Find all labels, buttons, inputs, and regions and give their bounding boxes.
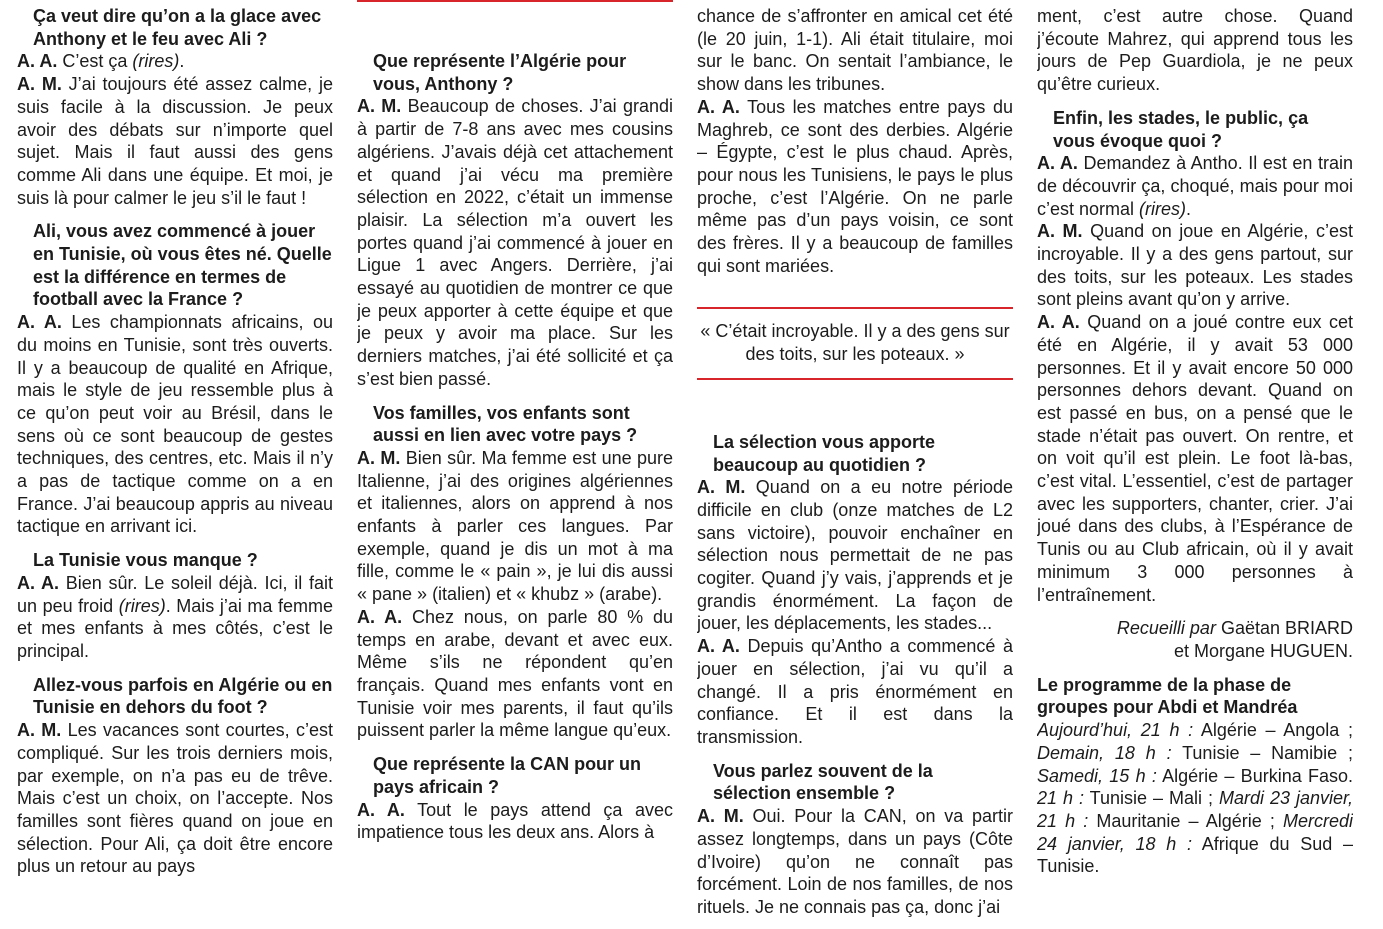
answer-paragraph: A. M. Les vacances sont courtes, c’est compliqué. Sur les trois derniers mois, par exemple, on n’a pas eu de trêve. Mais c’est un choix, on l’accepte. Nos familles sont fières quand on joue en sélection. Pour Ali, ça doit être encore plus un retour au pays — [17, 720, 333, 877]
byline: Recueilli par Gaëtan BRIARD — [1116, 618, 1353, 639]
answer-paragraph: A. A. Tous les matches entre pays du Maghreb, ce sont des derbies. Algérie – Égypte, c’est le plus chaud. Après, pour nous les Tunisiens, le pays le plus proche, c’est l’Algérie. On ne parle même pas d’un pays voisin, ce sont des frères. Il y a beaucoup de familles qui sont mariées. — [697, 96, 1013, 276]
speaker-initials: A. A. — [357, 799, 405, 820]
speaker-initials: A. A. — [1037, 312, 1080, 333]
answer-paragraph: A. M. Beaucoup de choses. J’ai grandi à partir de 7-8 ans avec mes cousins algériens. J’avais déjà cet attachement et quand j’ai vécu ma première sélection en 2022, c’était un immense plaisir. La sélection m’a ouvert les portes quand j’ai commencé à jouer en Ligue 1 avec Angers. Derrière, j’ai essayé au quotidien de montrer ce que je peux apporter à cette équipe et que je peux y avoir ma place. Sur les derniers matches, j’ai été sollicité et ça s’est bien passé. — [357, 96, 673, 389]
schedule-match: Afrique du Sud – Tunisie. — [1037, 833, 1353, 877]
speaker-initials: A. A. — [17, 312, 62, 333]
answer-paragraph: A. A. Depuis qu’Antho a commencé à jouer en sélection, j’ai vu qu’il a changé. Il a pris énormément en confiance. Et il est dans la transmission. — [697, 636, 1013, 747]
speaker-initials: A. M. — [697, 477, 746, 498]
speaker-initials: A. M. — [17, 720, 62, 741]
schedule-text — [1037, 719, 1353, 878]
question-heading: Ça veut dire qu’on a la glace avec Anthony et le feu avec Ali ? — [33, 6, 322, 49]
schedule-match: Algérie – Angola ; — [1193, 720, 1353, 741]
speaker-initials: A. A. — [697, 636, 740, 657]
schedule-date: Samedi, 15 h : — [1037, 765, 1157, 786]
answer-paragraph: A. A. Les championnats africains, ou du moins en Tunisie, sont très ouverts. Il y a beaucoup de qualité en Afrique, mais le style de jeu ressemble plus à ce qu’on peut voir au Brésil, dans le sens où ce sont beaucoup de gestes techniques, des centres, etc. Mais il n’y a pas de tactique comme on a en France. J’ai beaucoup appris au niveau tactique en arrivant ici. — [17, 312, 333, 537]
question-heading: Vos familles, vos enfants sont aussi en lien avec votre pays ? — [373, 402, 638, 446]
question-heading: Vous parlez souvent de la sélection ensemble ? — [713, 760, 933, 804]
speaker-initials: A. M. — [17, 74, 62, 95]
pull-quote: « C’était incroyable. Il y a des gens sur des toits, sur les poteaux. » — [700, 321, 1010, 365]
answer-paragraph: A. A. Demandez à Antho. Il est en train de découvrir ça, choqué, mais pour moi c’est normal (rires). — [1037, 153, 1353, 219]
answer-paragraph: A. M. Quand on joue en Algérie, c’est incroyable. Il y a des gens partout, sur des toits, sur les poteaux. Les stades sont pleins avant qu’on y arrive. — [1037, 221, 1353, 310]
answer-paragraph: A. M. J’ai toujours été assez calme, je suis facile à la discussion. Je peux avoir des débats sur n’importe quel sujet. Mais il faut aussi des gens comme Ali dans une équipe. Et moi, je suis là pour calmer le jeu s’il le faut ! — [17, 74, 333, 208]
schedule-date: Demain, 18 h : — [1037, 742, 1172, 763]
schedule-match: Mauritanie – Algérie ; — [1088, 810, 1283, 831]
speaker-initials: A. M. — [357, 96, 402, 117]
speaker-initials: A. A. — [357, 606, 403, 627]
article-column-3 — [697, 0, 1013, 929]
schedule-match: Algérie – Burkina Faso. — [1156, 765, 1353, 786]
schedule-box-title: Le programme de la phase de groupes pour Abdi et Mandréa — [1037, 674, 1298, 718]
top-red-rule — [357, 0, 673, 2]
article-column-4 — [1037, 0, 1353, 929]
schedule-date: Aujourd’hui, 21 h : — [1037, 720, 1194, 741]
article-column-1 — [17, 0, 333, 929]
schedule-date: 21 h : — [1037, 788, 1084, 809]
schedule-date: Mercredi 24 janvier, 18 h : — [1037, 810, 1353, 854]
question-heading: Ali, vous avez commencé à jouer en Tunisie, où vous êtes né. Quelle est la différence en termes de football avec la France ? — [33, 221, 332, 310]
question-heading: La Tunisie vous manque ? — [33, 550, 258, 571]
speaker-initials: A. A. — [17, 572, 60, 593]
schedule-match: Tunisie – Mali ; — [1084, 788, 1219, 809]
question-heading: Que représente la CAN pour un pays africain ? — [373, 754, 642, 797]
speaker-initials: A. M. — [697, 806, 744, 827]
question-heading: Que représente l’Algérie pour vous, Anthony ? — [373, 51, 627, 94]
answer-paragraph: A. A. Bien sûr. Le soleil déjà. Ici, il fait un peu froid (rires). Mais j’ai ma femme et mes enfants à mes côtés, c’est le principal. — [17, 572, 333, 661]
byline-line-2: et Morgane HUGUEN. — [1173, 640, 1353, 661]
answer-paragraph: A. A. C’est ça (rires). — [17, 51, 185, 72]
schedule-match: Tunisie – Namibie ; — [1171, 742, 1353, 763]
speaker-initials: A. M. — [1037, 221, 1083, 242]
answer-paragraph: A. A. Quand on a joué contre eux cet été en Algérie, il y avait 53 000 personnes. Et il y avait encore 50 000 personnes dehors devant. Quand on est passé en bus, on a pensé que le stade n’était pas ouvert. On rentre, et on voit qu’il est plein. Le foot là-bas, c’est vital. L’essentiel, c’est de partager avec les supporters, chanter, crier. J’ai joué dans des clubs, à l’Espérance de Tunis ou au Club africain, où il y avait minimum 3 000 personnes à l’entraînement. — [1037, 312, 1353, 605]
speaker-initials: A. A. — [17, 51, 58, 72]
speaker-initials: A. M. — [357, 447, 401, 468]
schedule-date: Mardi 23 janvier, 21 h : — [1037, 788, 1353, 831]
question-heading: Enfin, les stades, le public, ça vous évoque quoi ? — [1053, 107, 1309, 151]
answer-paragraph: chance de s’affronter en amical cet été (le 20 juin, 1-1). Ali était titulaire, moi sur le banc. On sentait l’ambiance, le show dans les tribunes. — [697, 6, 1013, 95]
speaker-initials: A. A. — [697, 96, 740, 117]
article-column-2 — [357, 0, 673, 929]
speaker-initials: A. A. — [1037, 153, 1078, 174]
answer-paragraph: A. A. Tout le pays attend ça avec impatience tous les deux ans. Alors à — [357, 799, 673, 843]
question-heading: La sélection vous apporte beaucoup au quotidien ? — [713, 431, 936, 475]
answer-paragraph: A. M. Bien sûr. Ma femme est une pure Italienne, j’ai des origines algériennes et italiennes, alors on apprend à nos enfants à parler ces langues. Par exemple, quand je dis un mot à ma fille, comme le « pain », je lui dis aussi « pane » (italien) et « khubz » (arabe). — [357, 447, 673, 605]
answer-paragraph: ment, c’est autre chose. Quand j’écoute Mahrez, qui apprend tous les jours de Pep Guardiola, je ne peux qu’être curieux. — [1037, 6, 1353, 95]
answer-paragraph: A. A. Chez nous, on parle 80 % du temps en arabe, devant et avec eux. Même s’ils ne répondent qu’en français. Quand mes enfants vont en Tunisie voir mes parents, il faut qu’ils puissent parler la même langue qu’eux. — [357, 606, 673, 741]
question-heading: Allez-vous parfois en Algérie ou en Tunisie en dehors du foot ? — [33, 674, 333, 718]
answer-paragraph: A. M. Oui. Pour la CAN, on va partir assez longtemps, dans un pays (Côte d’Ivoire) qu’on ne connaît pas forcément. Loin de nos familles, de nos rituels. Je ne connais pas ça, donc j’ai — [697, 806, 1013, 917]
answer-paragraph: A. M. Quand on a eu notre période difficile en club (onze matches de L2 sans victoire), pouvoir enchaîner en sélection nous permettait de ne pas cogiter. Quand j’y vais, j’apprends et je grandis énormément. La façon de jouer, les déplacements, les stades... — [697, 477, 1013, 634]
